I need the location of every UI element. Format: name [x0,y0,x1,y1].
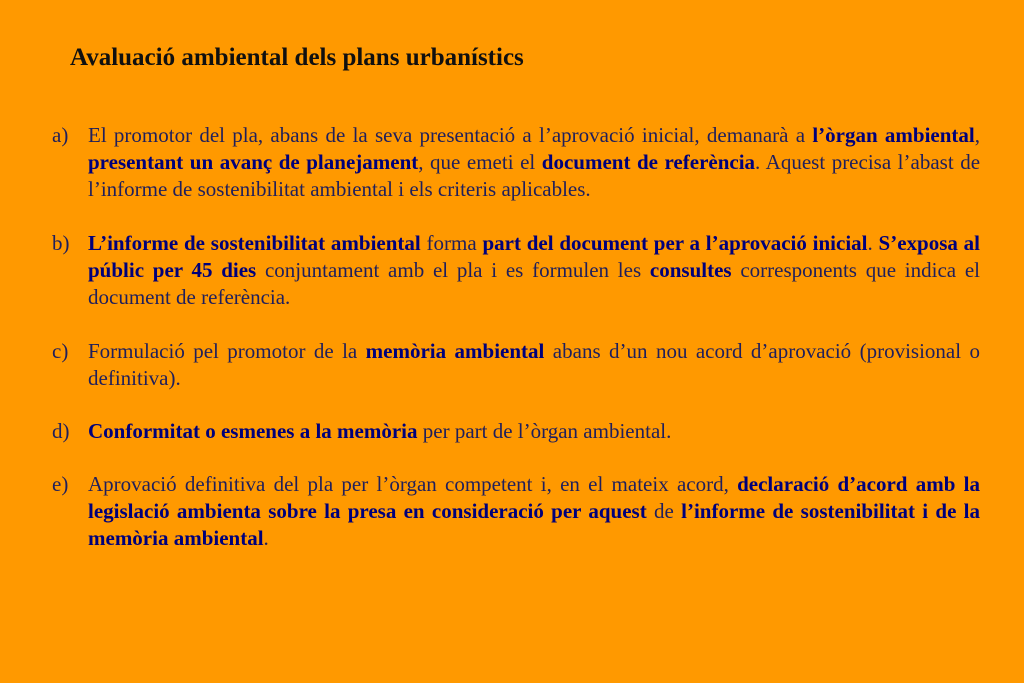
item-emphasis: Conformitat o esmenes a la memòria [88,419,418,443]
list-item-a [52,122,980,203]
item-marker: a) [52,123,69,147]
item-text: per part de l’òrgan ambiental. [417,419,672,443]
item-text: , que emeti el [418,150,542,174]
item-emphasis: consultes [649,258,732,282]
item-emphasis: declaració d’acord amb la legislació ambienta sobre la presa en consideració per aquest [88,472,980,523]
item-text: . Aquest precisa l’abast de l’informe de sostenibilitat ambiental i els criteris aplicables. [88,150,981,201]
item-text: Formulació pel promotor de la [88,339,366,363]
item-text: Aprovació definitiva del pla per l’òrgan competent i, en el mateix acord, [88,472,738,496]
item-list [52,122,980,579]
item-text: conjuntament amb el pla i es formulen les [256,258,650,282]
item-emphasis: document de referència [541,150,756,174]
item-text: , [974,123,980,147]
item-emphasis: presentant un avanç de planejament [88,150,419,174]
list-item-b [52,230,980,311]
item-text: . [263,526,269,550]
item-text: . [867,231,879,255]
item-marker: d) [52,419,70,443]
item-body [88,338,980,392]
list-item-e [52,471,980,552]
item-emphasis: l’informe de sostenibilitat i de la memòria ambiental [88,499,981,550]
item-emphasis: memòria ambiental [365,339,545,363]
item-text: de [646,499,682,523]
item-marker: e) [52,472,69,496]
item-marker: c) [52,339,69,363]
item-text: El promotor del pla, abans de la seva presentació a l’aprovació inicial, demanarà a [88,123,813,147]
item-emphasis: l’òrgan ambiental [812,123,975,147]
item-body [88,471,980,552]
item-text: forma [420,231,483,255]
page-title: Avaluació ambiental dels plans urbanístics [70,44,524,71]
item-emphasis: part del document per a l’aprovació inicial [482,231,868,255]
item-text: corresponents que indica el document de referència. [88,258,980,309]
item-emphasis: S’exposa al públic per 45 dies [88,231,980,282]
list-item-d [52,418,980,445]
list-item-c [52,338,980,392]
item-body [88,230,980,311]
item-body [88,418,980,445]
item-text: abans d’un nou acord d’aprovació (provisional o definitiva). [88,339,980,390]
item-body [88,122,980,203]
item-marker: b) [52,231,70,255]
item-emphasis: L’informe de sostenibilitat ambiental [88,231,421,255]
